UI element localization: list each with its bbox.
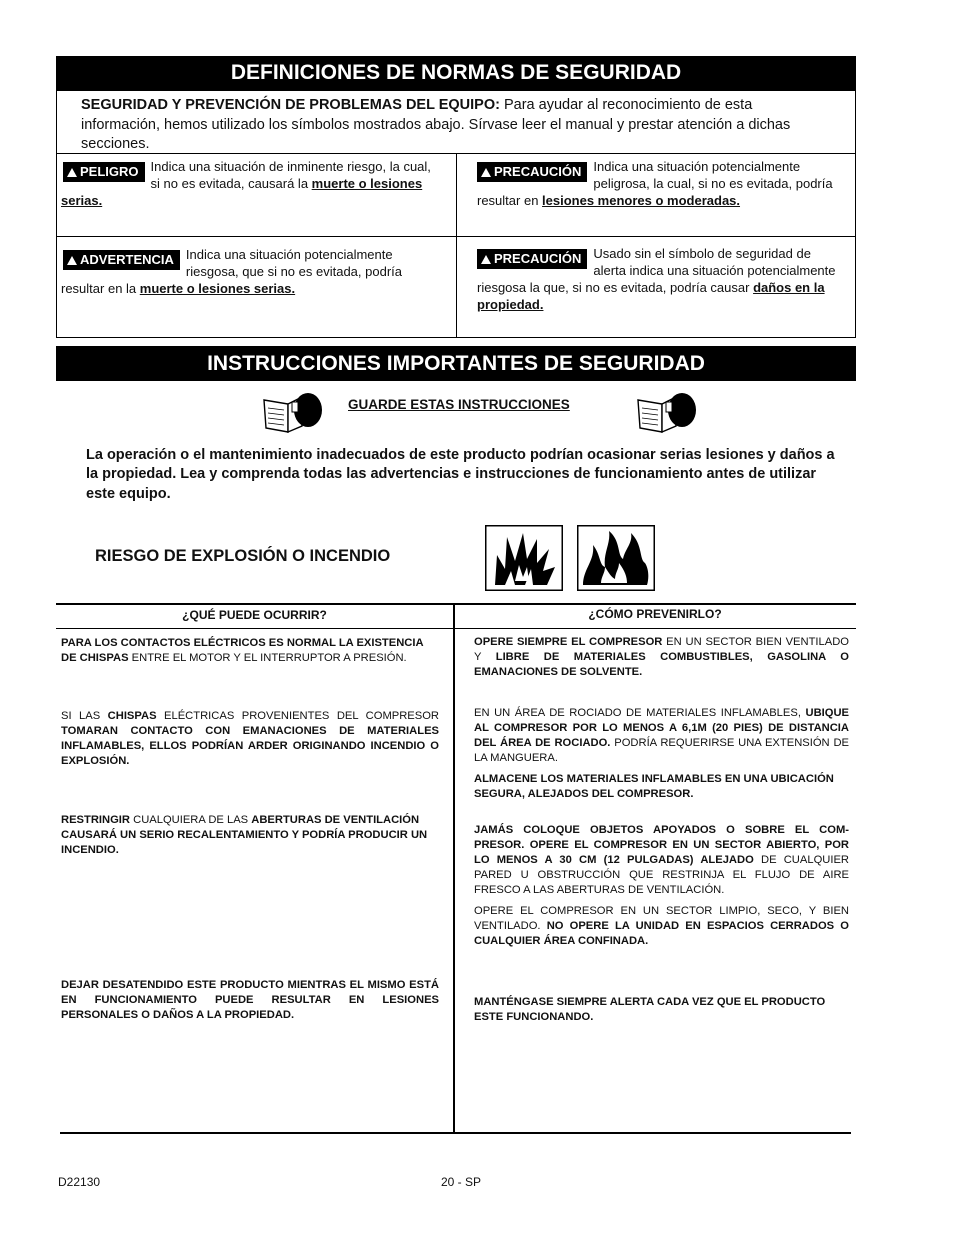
prevention-item-alerta: MANTÉNGASE SIEMPRE ALERTA CADA VEZ QUE EL PRODUCTO ESTE FUNCIONANDO. <box>474 996 826 1023</box>
guarde-instrucciones: GUARDE ESTAS INSTRUCCIONES <box>348 397 570 412</box>
definitions-intro <box>81 96 831 155</box>
fire-icon <box>577 525 655 591</box>
table-vdivider <box>453 603 455 1133</box>
section-title-definiciones: DEFINICIONES DE NORMAS DE SEGURIDAD <box>56 56 856 90</box>
precaucion2-emph: daños en la propiedad. <box>477 280 825 312</box>
precaucion1-emph: lesiones menores o moderadas. <box>542 193 741 208</box>
table-header-rule <box>56 628 856 629</box>
def-precaucion-1 <box>477 158 842 209</box>
advertencia-emph: muerte o lesiones serias. <box>139 281 296 296</box>
precaucion1-text: Indica una situación potencialmente peligrosa, la cual, si no es evitada, podría resultar en <box>477 159 833 208</box>
warning-triangle-icon <box>67 168 77 177</box>
book-reading-icon <box>262 392 324 438</box>
peligro-text: Indica una situación de inminente riesgo, la cual, si no es evitada, causará la <box>150 159 431 191</box>
intro-bold: SEGURIDAD Y PREVENCIÓN DE PROBLEMAS DEL EQUIPO: <box>81 97 500 113</box>
warning-triangle-icon <box>481 168 491 177</box>
column-header-que-puede-ocurrir: ¿QUÉ PUEDE OCURRIR? <box>182 608 327 622</box>
prevention-item-rociado: EN UN ÁREA DE ROCIADO DE MATERIALES INFLAMABLES, UBIQUE AL COMPRESOR POR LO MENOS A 6,1M (20 PIES) DE DISTANCIA DEL ÁREA DE ROCIADO. PODRÍA REQUERIRSE UNA EXTENSIÓN DE LA MANGUERA. <box>474 707 849 764</box>
column-header-como-prevenirlo: ¿CÓMO PREVENIRLO? <box>588 607 722 621</box>
table-bottom-rule <box>60 1132 851 1134</box>
footer-doc-code: D22130 <box>58 1175 101 1189</box>
prevention-item-objetos: JAMÁS COLOQUE OBJETOS APOYADOS O SOBRE EL COM-PRESOR. OPERE EL COMPRESOR EN UN SECTOR ABIERTO, POR LO MENOS A 30 CM (12 PULGADAS) ALEJADO DE CUALQUIER PARED U OBSTRUCCIÓN QUE RESTRINJA EL FLUJO DE AIRE FRESCO A LAS ABERTURAS DE VENTILACIÓN. <box>474 824 849 896</box>
section-title-instrucciones: INSTRUCCIONES IMPORTANTES DE SEGURIDAD <box>56 346 856 381</box>
advertencia-badge: ADVERTENCIA <box>63 250 180 270</box>
prevention-item-ventilado: OPERE SIEMPRE EL COMPRESOR EN UN SECTOR BIEN VENTILADO Y LIBRE DE MATERIALES COMBUSTIBLES, GASOLINA O EMANACIONES DE SOLVENTE. <box>474 636 849 678</box>
hazard-item-desatendido: DEJAR DESATENDIDO ESTE PRODUCTO MIENTRAS EL MISMO ESTÁ EN FUNCIONAMIENTO PUEDE RESULTAR EN LESIONES PERSONALES O DAÑOS A LA PROPIEDAD. <box>61 979 439 1021</box>
table-top-rule <box>56 603 856 605</box>
precaucion2-text: Usado sin el símbolo de seguridad de alerta indica una situación potencialmente riesgosa la que, si no es evitada, podría causar <box>477 246 836 295</box>
footer-page-number: 20 - SP <box>441 1175 482 1189</box>
hazard-item-restringir: RESTRINGIR CUALQUIERA DE LAS ABERTURAS DE VENTILACIÓN CAUSARÁ UN SERIO RECALENTAMIENTO Y PODRÍA PRODUCIR UN INCENDIO. <box>61 814 428 856</box>
advertencia-text: Indica una situación potencialmente riesgosa, que si no es evitada, podría resultar en la <box>61 247 402 296</box>
explosion-icon <box>485 525 563 591</box>
definitions-vdivider <box>456 153 457 338</box>
prevention-item-limpio: OPERE EL COMPRESOR EN UN SECTOR LIMPIO, SECO, Y BIEN VENTILADO. NO OPERE LA UNIDAD EN ESPACIOS CERRADOS O CUALQUIER ÁREA CONFINADA. <box>474 905 849 947</box>
warning-triangle-icon <box>481 255 491 264</box>
hazard-item-chispas-normal: PARA LOS CONTACTOS ELÉCTRICOS ES NORMAL LA EXISTENCIA DE CHISPAS ENTRE EL MOTOR Y EL INTERRUPTOR A PRESIÓN. <box>61 637 424 664</box>
def-advertencia <box>61 246 436 297</box>
hazard-title: RIESGO DE EXPLOSIÓN O INCENDIO <box>95 547 391 565</box>
main-warning: La operación o el mantenimiento inadecuados de este producto podrían ocasionar serias lesiones y daños a la propiedad. Lea y comprenda todas las advertencias e instrucciones de funcionamiento antes de utilizar este equipo. <box>86 447 835 502</box>
book-reading-icon <box>636 392 698 438</box>
intro-text: Para ayudar al reconocimiento de esta información, hemos utilizado los símbolos mostrados abajo. Sírvase leer el manual y prestar atención a dichas secciones. <box>81 97 791 152</box>
def-peligro <box>61 158 431 209</box>
hazard-item-chispas-emanaciones: SI LAS CHISPAS ELÉCTRICAS PROVENIENTES DEL COMPRESOR TOMARAN CONTACTO CON EMANACIONES DE MATERIALES INFLAMABLES, ELLOS PODRÍAN ARDER ORIGINANDO INCENDIO O EXPLOSIÓN. <box>61 710 440 767</box>
warning-triangle-icon <box>67 256 77 265</box>
peligro-badge: PELIGRO <box>63 162 145 182</box>
prevention-item-almacene: ALMACENE LOS MATERIALES INFLAMABLES EN UNA UBICACIÓN SEGURA, ALEJADOS DEL COMPRESOR. <box>474 773 834 800</box>
precaucion1-badge: PRECAUCIÓN <box>477 162 587 182</box>
peligro-emph: muerte o lesiones serias. <box>61 176 423 208</box>
def-precaucion-2 <box>477 245 842 313</box>
precaucion2-badge: PRECAUCIÓN <box>477 249 587 269</box>
